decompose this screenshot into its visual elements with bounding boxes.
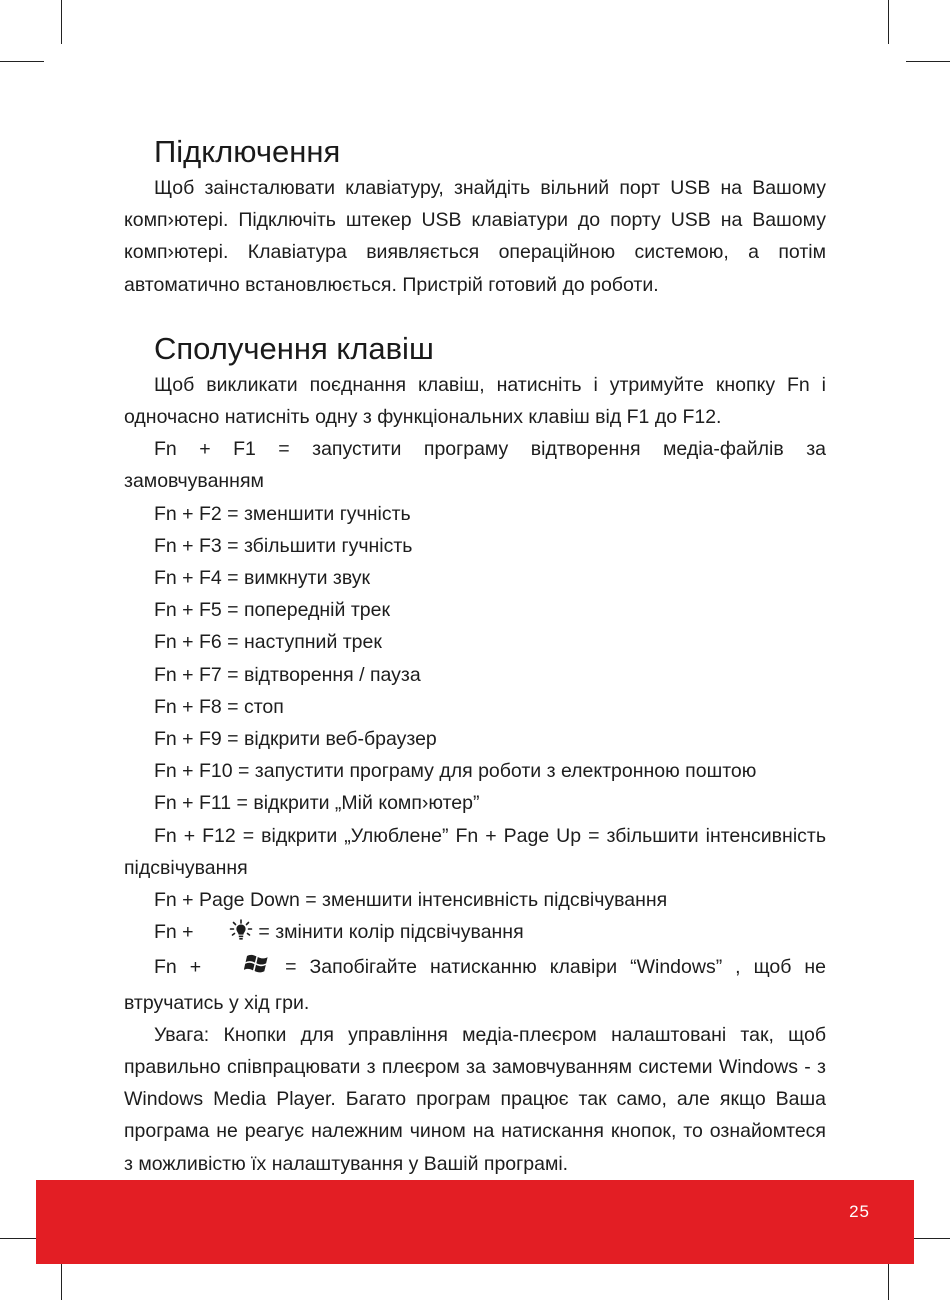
- crop-mark: [888, 0, 889, 44]
- shortcut-item: Fn + F1 = запустити програму відтворення медіа-файлів за замовчуванням: [124, 438, 826, 493]
- shortcut-item: Fn + F4 = вимкнути звук: [154, 567, 371, 590]
- shortcut-description: = Запобігайте натисканню клавіри “Windows” , щоб не втручатись у хід гри.: [124, 956, 827, 1014]
- shortcut-prefix: Fn +: [154, 921, 194, 944]
- section-title-connection: Підключення: [154, 134, 341, 169]
- shortcut-item-backlight: [124, 916, 826, 951]
- shortcut-item: Fn + F5 = попередній трек: [154, 599, 390, 622]
- shortcut-item: Fn + F2 = зменшити гучність: [154, 502, 411, 525]
- note-paragraph: Увага: Кнопки для управління медіа-плеєром налаштовані так, щоб правильно співпрацювати з плеєром за замовчуванням системи Windows - з Windows Media Player. Багато програм працює так само, але якщо Ваша програма не реагує належним чином на натискання кнопок, то ознайомтеся з можливістю їх налаштування у Вашій програмі.: [124, 1023, 826, 1175]
- shortcut-item: Fn + F7 = відтворення / пауза: [154, 663, 421, 686]
- page-number: 25: [849, 1202, 870, 1221]
- section-title-key-combinations: Сполучення клавіш: [154, 330, 434, 366]
- windows-logo-icon: [214, 952, 272, 986]
- page-content: [124, 132, 826, 1180]
- shortcut-item: Fn + F6 = наступний трек: [154, 631, 382, 654]
- key-combinations-intro: Щоб викликати поєднання клавіш, натисніть і утримуйте кнопку Fn і одночасно натисніть одну з функціональних клавіш від F1 до F12.: [124, 373, 826, 429]
- crop-mark: [61, 0, 62, 44]
- shortcut-item: Fn + F12 = відкрити „Улюблене” Fn + Page Up = збільшити інтенсивність підсвічування: [124, 824, 826, 879]
- shortcut-item: Fn + F10 = запустити програму для роботи з електронною поштою: [154, 760, 757, 783]
- connection-paragraph: Щоб заінсталювати клавіатуру, знайдіть вільний порт USB на Вашому комп›ютері. Підключіть штекер USB клавіатури до порту USB на Вашому комп›ютері. Клавіатура виявляється операційною системою, а потім автоматично встановлюється. Пристрій готовий до роботи.: [124, 177, 826, 296]
- shortcut-item: Fn + F8 = стоп: [154, 695, 284, 718]
- shortcut-item-windows: [124, 951, 826, 1018]
- shortcut-item: Fn + F11 = відкрити „Мій комп›ютер”: [154, 792, 480, 815]
- crop-mark: [0, 61, 44, 62]
- shortcut-item: Fn + Page Down = зменшити інтенсивність підсвічування: [154, 889, 668, 912]
- crop-mark: [906, 61, 950, 62]
- shortcut-item: Fn + F3 = збільшити гучність: [154, 534, 413, 557]
- shortcut-description: = змінити колір підсвічування: [258, 921, 524, 944]
- lightbulb-icon: [199, 919, 253, 951]
- footer-bar: [36, 1180, 914, 1264]
- shortcut-prefix: Fn +: [154, 956, 202, 979]
- shortcut-item: Fn + F9 = відкрити веб-браузер: [154, 728, 437, 751]
